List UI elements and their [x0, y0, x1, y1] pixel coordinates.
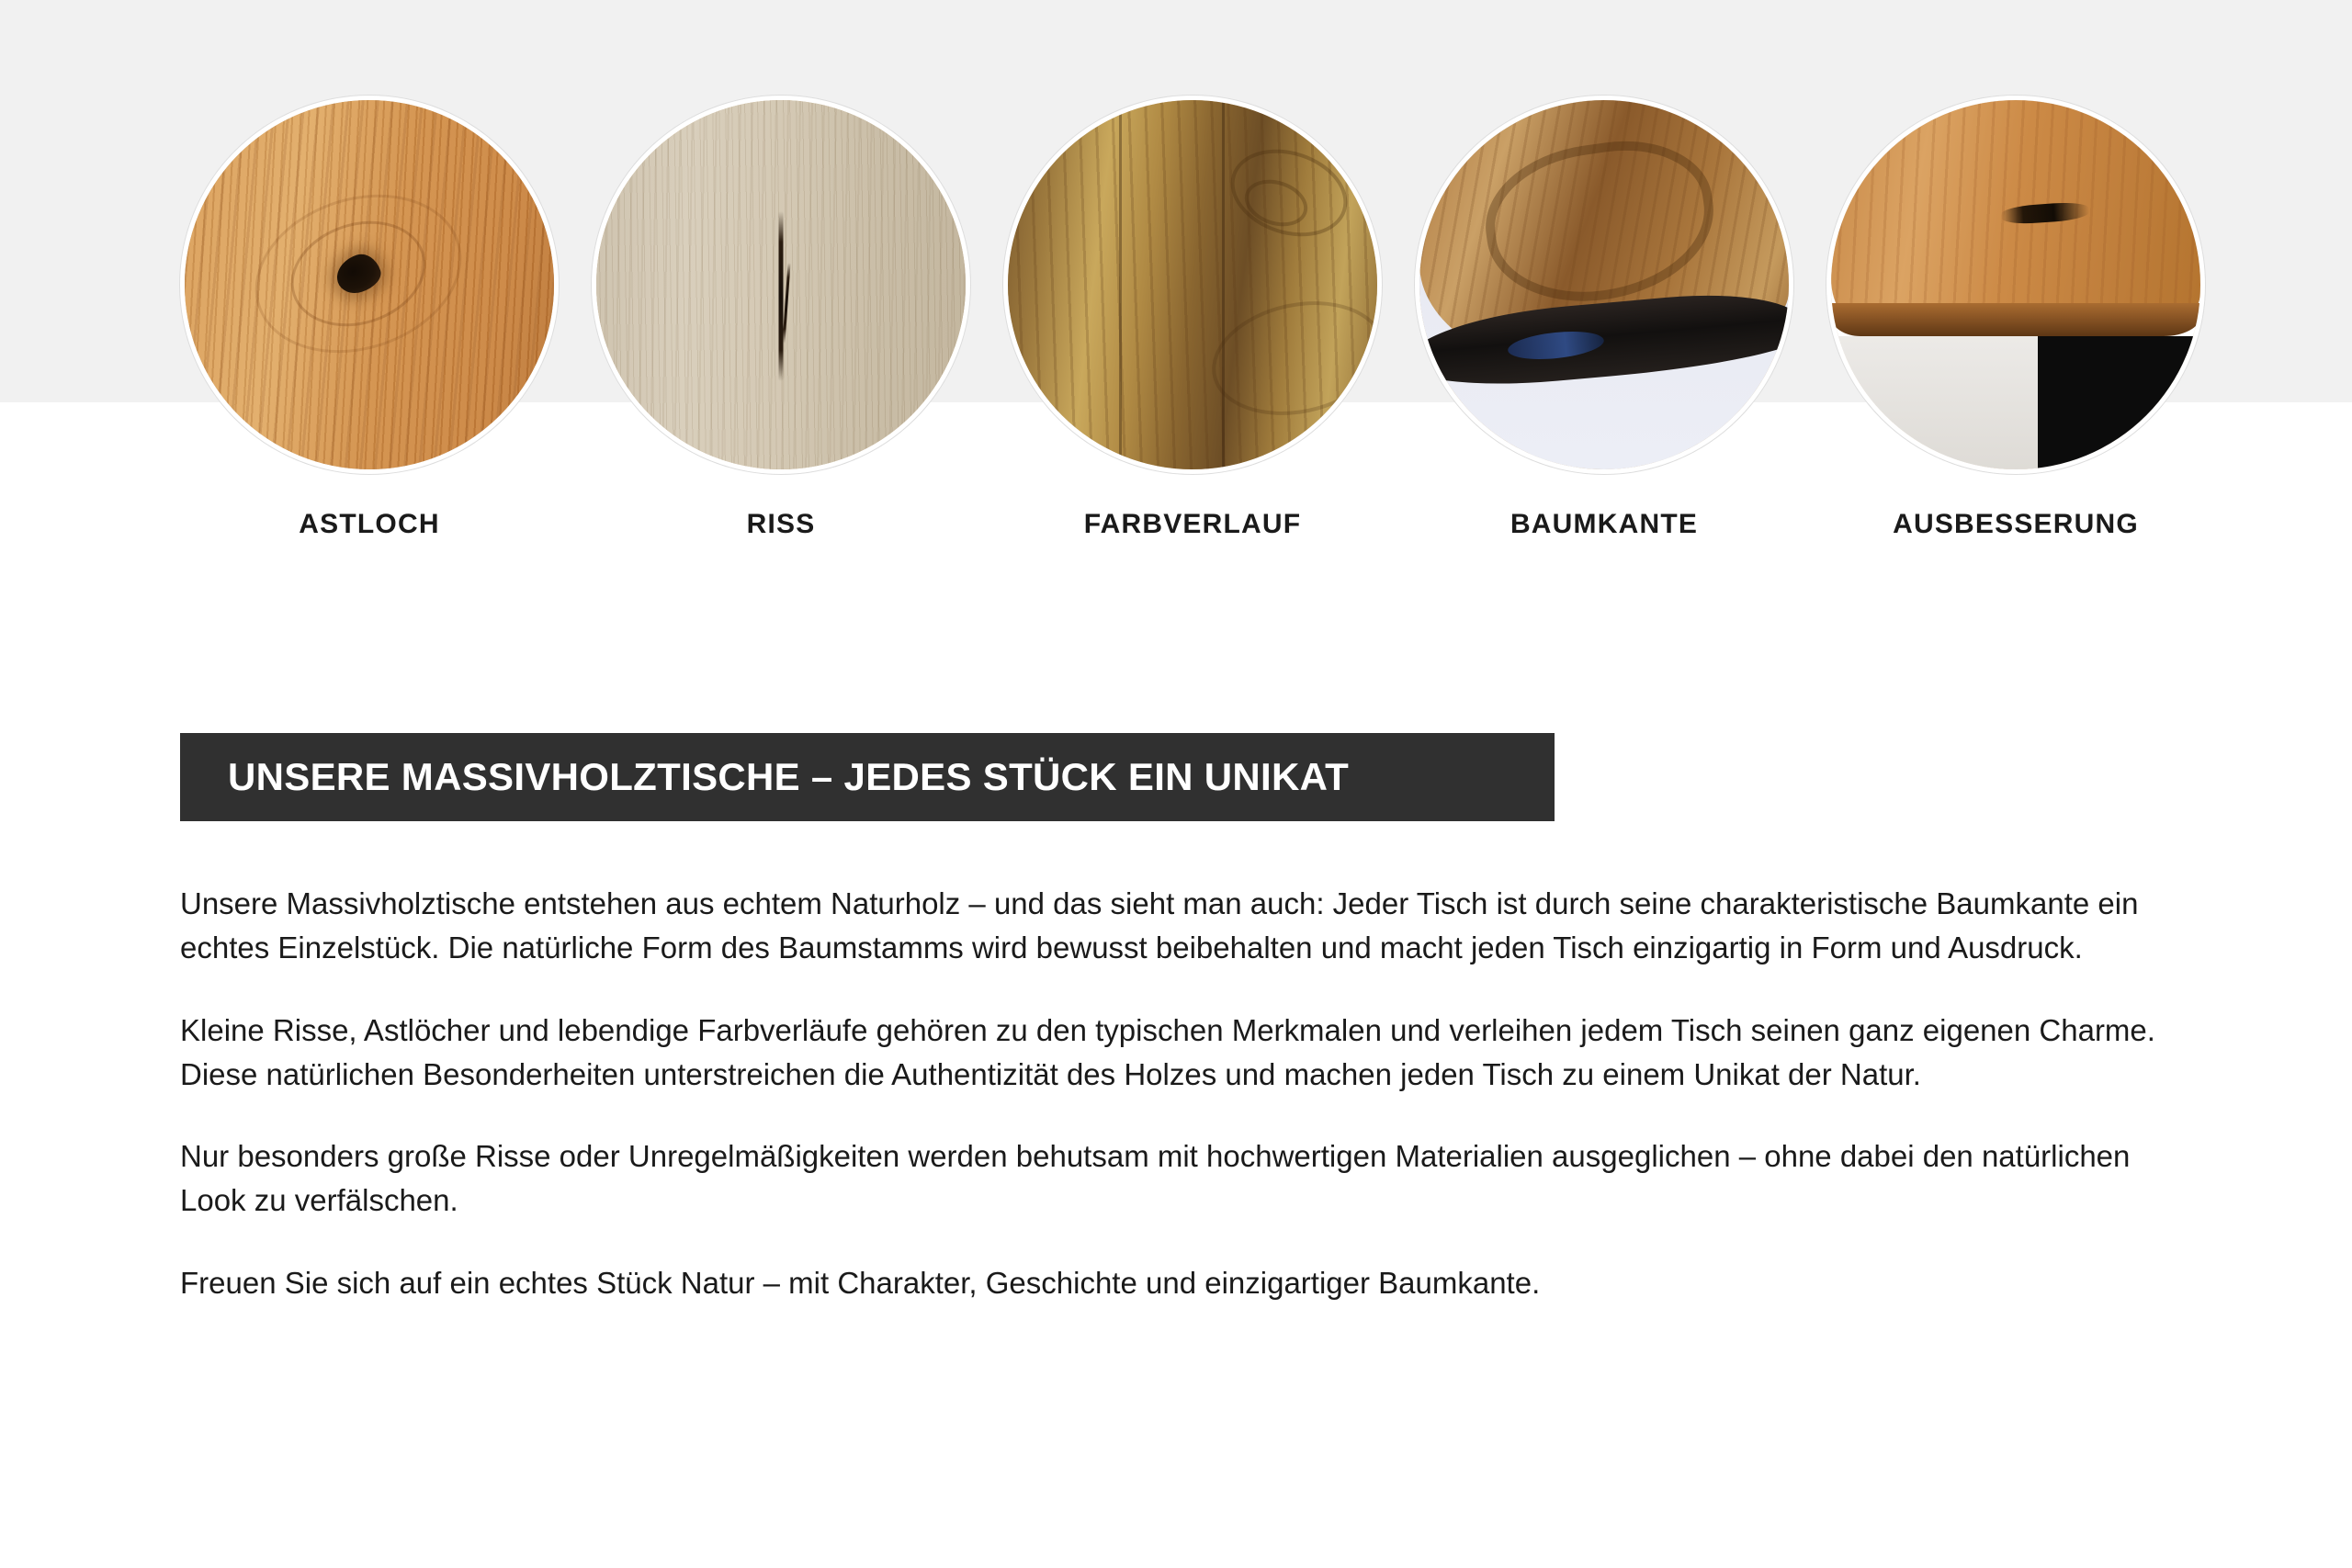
background-wall [1831, 336, 2038, 469]
feature-label-astloch: ASTLOCH [299, 509, 440, 539]
paragraph-1: Unsere Massivholztische entstehen aus echtem Naturholz – und das sieht man auch: Jeder Tisch ist durch seine charakteristische Baumkante ein echtes Einzelstück. Die natürliche Form des Baumstamms wird bewusst beibehalten und macht jeden Tisch einzigartig in Form und Ausdruck. [180, 886, 2139, 964]
feature-item-riss [592, 96, 970, 555]
wood-color-gradient-photo [1008, 100, 1377, 469]
feature-item-baumkante [1415, 96, 1793, 555]
feature-label-farbverlauf: FARBVERLAUF [1083, 509, 1302, 539]
background-dark-panel [2038, 336, 2200, 469]
table-edge-shadow [1831, 303, 2200, 336]
body-copy [180, 882, 2183, 1305]
ausbesserung-circle-image [1826, 96, 2205, 474]
paragraph-3: Nur besonders große Risse oder Unregelmäßigkeiten werden behutsam mit hochwertigen Materialien ausgeglichen – ohne dabei den natürlichen Look zu verfälschen. [180, 1139, 2131, 1218]
feature-label-baumkante: BAUMKANTE [1510, 509, 1699, 539]
feature-label-riss: RISS [746, 509, 816, 539]
paragraph-4: Freuen Sie sich auf ein echtes Stück Natur – mit Charakter, Geschichte und einzigartiger Baumkante. [180, 1266, 1541, 1301]
crack-line-main [779, 211, 784, 381]
farbverlauf-circle-image [1003, 96, 1382, 474]
paragraph-2: Kleine Risse, Astlöcher und lebendige Farbverläufe gehören zu den typischen Merkmalen und verleihen jedem Tisch seinen ganz eigenen Charme. Diese natürlichen Besonderheiten unterstreichen die Authentizität des Holzes und machen jeden Tisch zu einem Unikat der Natur. [180, 1012, 2155, 1091]
headline-bar [180, 733, 1555, 821]
feature-item-farbverlauf [1003, 96, 1382, 555]
page-title: UNSERE MASSIVHOLZTISCHE – JEDES STÜCK EIN UNIKAT [228, 755, 1350, 798]
feature-item-ausbesserung [1826, 96, 2205, 555]
plank-seam-2 [1222, 100, 1225, 469]
feature-label-ausbesserung: AUSBESSERUNG [1893, 509, 2139, 539]
feature-item-astloch [180, 96, 559, 555]
astloch-circle-image [180, 96, 559, 474]
plank-seam-1 [1119, 100, 1122, 469]
riss-circle-image [592, 96, 970, 474]
baumkante-circle-image [1415, 96, 1793, 474]
feature-circles-row [180, 96, 2183, 555]
